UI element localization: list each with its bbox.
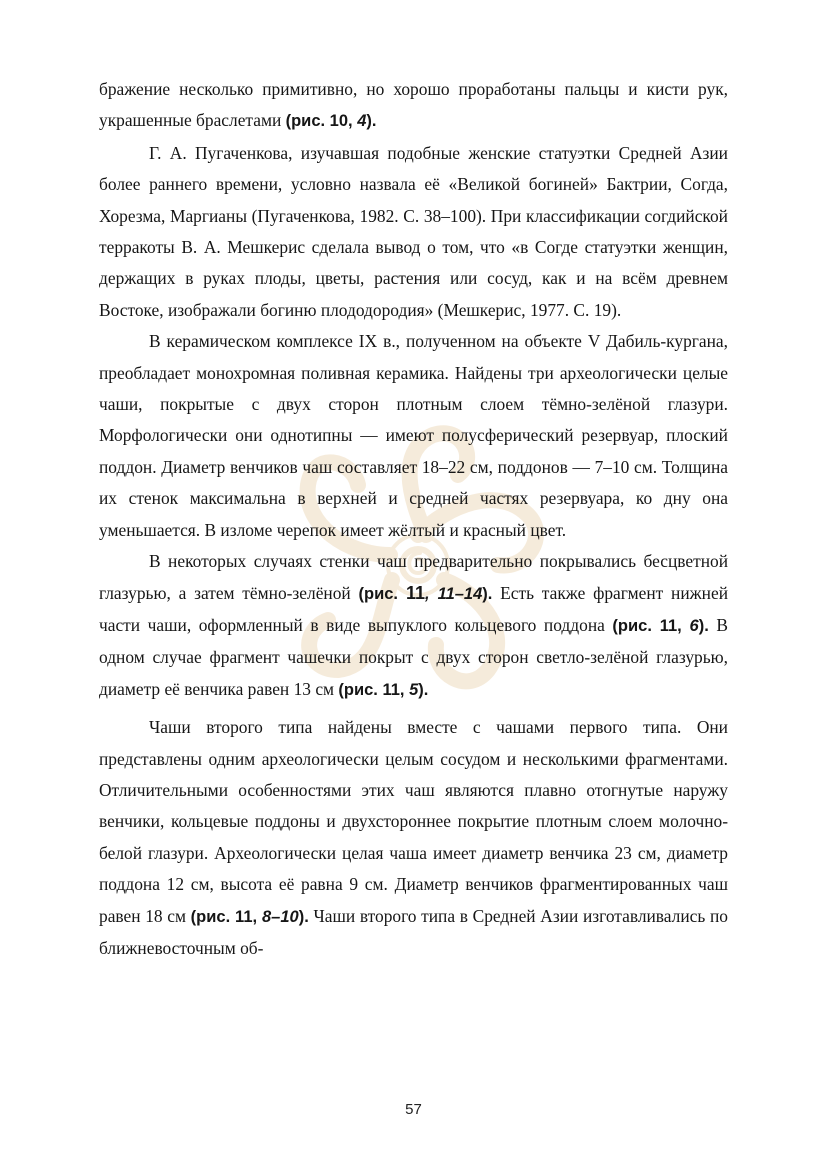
figure-reference: (рис. 11, 11–14). [358,582,493,603]
body-text [99,74,728,964]
figure-reference: (рис. 11, 6). [612,616,709,635]
paragraph: В керамическом комплексе IX в., полученном на объекте V Дабиль-кургана, преобладает монохромная поливная керамика. Найдены три археологически целые чаши, покрытые с двух сторон плотным слоем тёмно-зелёной глазури. Морфологически они однотипны — имеют полусферический резервуар, плоский поддон. Диаметр венчиков чаш составляет 18–22 см, поддонов — 7–10 см. Толщина их стенок максимальна в верхней и средней частях резервуара, ко дну она уменьшается. В изломе черепок имеет жёлтый и красный цвет. [99,331,728,540]
figure-reference: (рис. 11, 5). [338,680,429,699]
paragraph: Чаши второго типа найдены вместе с чашами первого типа. Они представлены одним археологически целым сосудом и несколькими фрагментами. Отличительными особенностями этих чаш являются плавно отогнутые наружу венчики, кольцевые поддоны и двухстороннее покрытие плотным слоем молочно-белой глазури. Археологически целая чаша имеет диаметр венчика 23 см, диаметр поддона 12 см, высота её равна 9 см. Диаметр венчиков фрагментированных чаш равен 18 см (рис. 11, 8–10). Чаши второго типа в Средней Азии изготавливались по ближневосточным об- [99,717,728,958]
figure-reference: (рис. 10, 4). [285,112,377,131]
paragraph: В некоторых случаях стенки чаш предварительно покрывались бесцветной глазурью, а затем тёмно-зелёной (рис. 11, 11–14). Есть также фрагмент нижней части чаши, оформленный в виде выпуклого кольцевого поддона (рис. 11, 6). В одном случае фрагмент чашечки покрыт с двух сторон светло-зелёной глазурью, диаметр её венчика равен 13 см (рис. 11, 5). [99,551,729,699]
figure-reference: (рис. 11, 8–10). [190,907,309,926]
page-number: 57 [405,1101,422,1118]
paragraph: Г. А. Пугаченкова, изучавшая подобные женские статуэтки Средней Азии более раннего времени, условно назвала её «Великой богиней» Бактрии, Согда, Хорезма, Маргианы (Пугаченкова, 1982. С. 38–100). При классификации согдийской терракоты В. А. Мешкерис сделала вывод о том, что «в Согде статуэтки женщин, держащих в руках плоды, цветы, растения или сосуд, как и на всём древнем Востоке, изображали богиню плододородия» (Мешкерис, 1977. С. 19). [99,142,728,320]
paragraph: бражение несколько примитивно, но хорошо проработаны пальцы и кисти рук, украшенные браслетами (рис. 10, 4). [99,79,728,131]
